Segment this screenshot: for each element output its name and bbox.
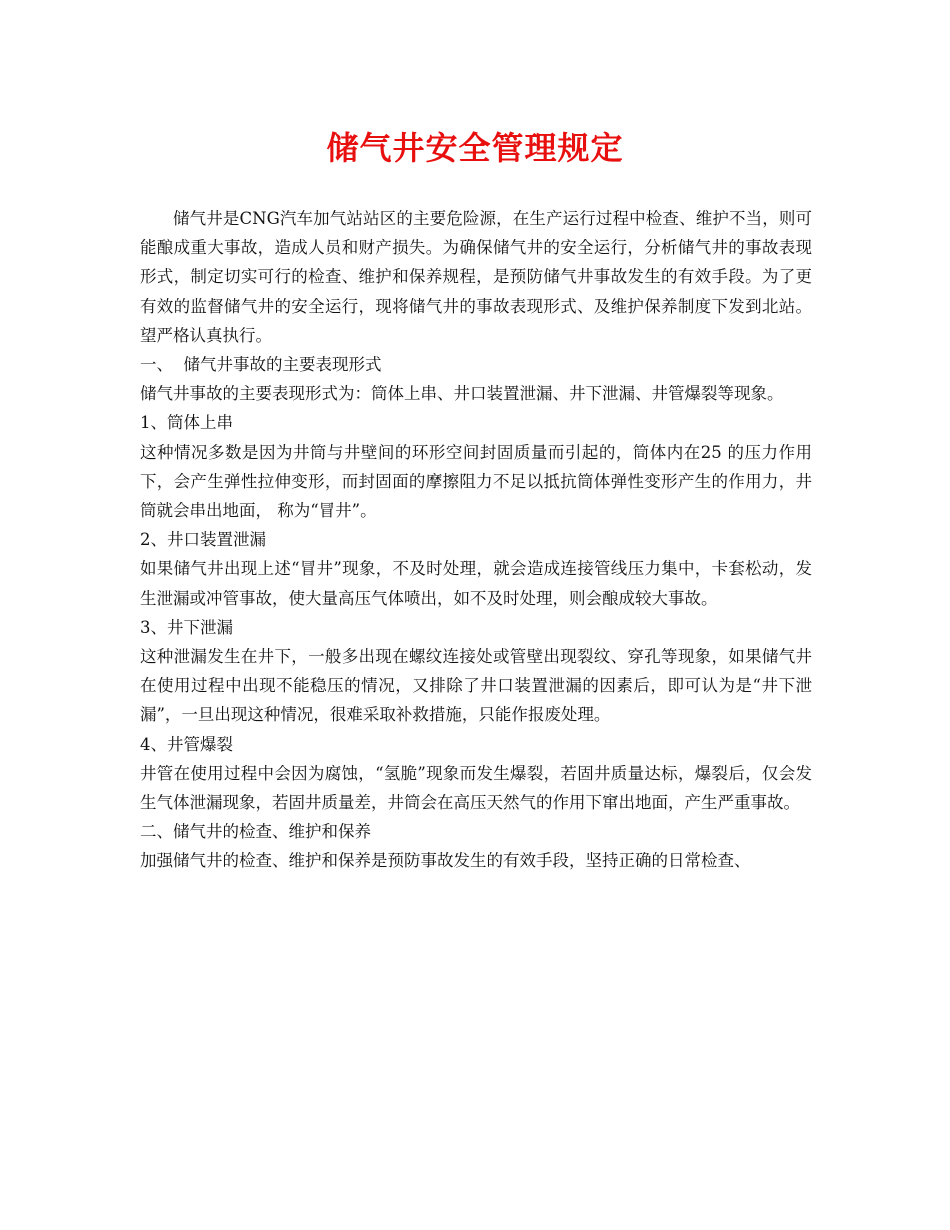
subheading-4: 4、井管爆裂 bbox=[140, 734, 233, 754]
document-body bbox=[140, 204, 812, 876]
subheading-2: 2、井口装置泄漏 bbox=[140, 530, 266, 550]
subsection-3-paragraph: 这种泄漏发生在井下，一般多出现在螺纹连接处或管壁出现裂纹、穿孔等现象，如果储气井在使用过程中出现不能稳压的情况，又排除了井口装置泄漏的因素后，即可认为是“井下泄漏”，一旦出现这种情况，很难采取补救措施，只能作报废处理。 bbox=[140, 647, 812, 725]
subsection-4-paragraph: 井管在使用过程中会因为腐蚀，“氢脆”现象而发生爆裂，若固井质量达标，爆裂后，仅会发生气体泄漏现象，若固井质量差，井筒会在高压天然气的作用下窜出地面，产生严重事故。 bbox=[140, 763, 812, 813]
subsection-1-paragraph: 这种情况多数是因为井筒与井壁间的环形空间封固质量而引起的，筒体内在25 的压力作用下，会产生弹性拉伸变形，而封固面的摩擦阻力不足以抵抗筒体弹性变形产生的作用力，井筒就会串出地面， 称为“冒井”。 bbox=[140, 442, 812, 521]
section-heading-1: 一、 储气井事故的主要表现形式 bbox=[140, 355, 382, 375]
subheading-1: 1、筒体上串 bbox=[140, 413, 233, 433]
section-2-paragraph: 加强储气井的检查、维护和保养是预防事故发生的有效手段，坚持正确的日常检查、 bbox=[140, 851, 751, 871]
intro-paragraph: 储气井是CNG汽车加气站站区的主要危险源，在生产运行过程中检查、维护不当，则可能酿成重大事故，造成人员和财产损失。为确保储气井的安全运行，分析储气井的事故表现形式，制定切实可行的检查、维护和保养规程，是预防储气井事故发生的有效手段。为了更有效的监督储气井的安全运行，现将储气井的事故表现形式、及维护保养制度下发到北站。望严格认真执行。 bbox=[140, 209, 812, 345]
subheading-3: 3、井下泄漏 bbox=[140, 617, 233, 637]
subsection-2-paragraph: 如果储气井出现上述“冒井”现象，不及时处理，就会造成连接管线压力集中，卡套松动，发生泄漏或冲管事故，使大量高压气体喷出，如不及时处理，则会酿成较大事故。 bbox=[140, 559, 812, 608]
section-heading-2: 二、储气井的检查、维护和保养 bbox=[140, 822, 371, 842]
section-1-paragraph: 储气井事故的主要表现形式为：筒体上串、井口装置泄漏、井下泄漏、井管爆裂等现象。 bbox=[140, 384, 784, 404]
document-title: 储气井安全管理规定 bbox=[326, 129, 624, 167]
